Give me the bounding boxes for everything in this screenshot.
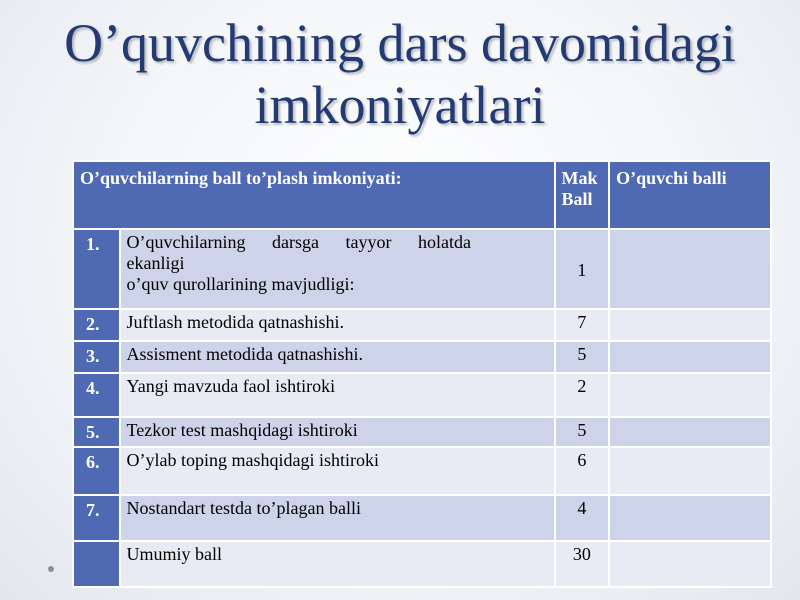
row-pupil-score[interactable] [609,447,771,495]
header-max-line2: Ball [561,189,593,209]
row-max-score: 6 [555,447,610,495]
header-pupil-score: O’quvchi balli [609,161,771,229]
row-max-score: 5 [555,341,610,373]
row-criterion: Nostandart testda to’plagan balli [120,495,555,541]
row-max-score: 1 [555,229,610,309]
row-max-score: 30 [555,541,610,587]
header-criteria: O’quvchilarning ball to’plash imkoniyati: [73,161,555,229]
row-pupil-score[interactable] [609,373,771,417]
table-header-row [73,161,771,229]
table-row [73,373,771,417]
row-number: 6. [73,447,120,495]
row-criterion: Umumiy ball [120,541,555,587]
row-number [73,541,120,587]
criterion-line1 [127,232,548,253]
table-row [73,447,771,495]
row-max-score: 4 [555,495,610,541]
criterion-line3: o’quv qurollarining mavjudligi: [126,274,355,294]
row-criterion: Juftlash metodida qatnashishi. [120,309,555,341]
row-pupil-score[interactable] [609,341,771,373]
table-row [73,229,771,309]
table-row [73,309,771,341]
row-criterion: Assisment metodida qatnashishi. [120,341,555,373]
header-max-line1: Mak [561,168,598,188]
slide-title: O’quvchining dars davomidagi imkoniyatlari [64,13,736,135]
table-row [73,417,771,447]
score-table [72,160,772,588]
row-pupil-score[interactable] [609,309,771,341]
row-pupil-score[interactable] [609,417,771,447]
row-number: 7. [73,495,120,541]
row-number: 3. [73,341,120,373]
criterion-line1-text: O’quvchilarning darsga tayyor holatda [126,232,471,252]
row-max-score: 7 [555,309,610,341]
bullet-dot [48,566,54,572]
row-criterion: Yangi mavzuda faol ishtiroki [120,373,555,417]
row-pupil-score[interactable] [609,229,771,309]
row-number: 2. [73,309,120,341]
row-number: 5. [73,417,120,447]
table-row [73,495,771,541]
header-max-score [555,161,610,229]
table-row [73,541,771,587]
row-pupil-score[interactable] [609,541,771,587]
row-criterion [120,229,555,309]
row-number: 4. [73,373,120,417]
row-number: 1. [73,229,120,309]
table-row [73,341,771,373]
row-max-score: 5 [555,417,610,447]
criterion-line2: ekanligi [126,253,185,273]
row-pupil-score[interactable] [609,495,771,541]
row-criterion: O’ylab toping mashqidagi ishtiroki [120,447,555,495]
row-criterion: Tezkor test mashqidagi ishtiroki [120,417,555,447]
row-max-score: 2 [555,373,610,417]
